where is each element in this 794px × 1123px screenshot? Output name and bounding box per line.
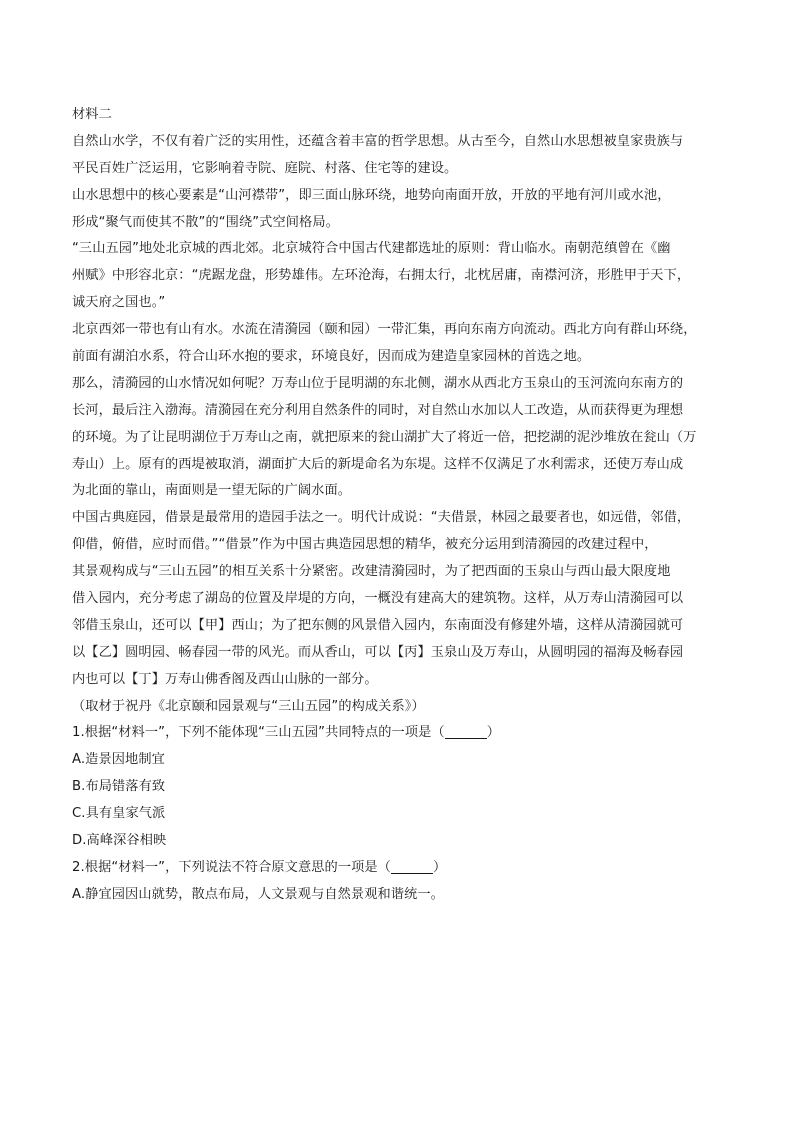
passage-line: 平民百姓广泛运用，它影响着寺院、庭院、村落、住宅等的建设。: [72, 160, 458, 176]
question-1-close: ）: [486, 725, 500, 741]
passage-line: 为北面的靠山，南面则是一望无际的广阔水面。: [72, 483, 352, 499]
question-1: [72, 720, 732, 747]
passage-line: 借入园内，充分考虑了湖岛的位置及岸堤的方向，一概没有建高大的建筑物。这样，从万寿山清漪园可以: [72, 591, 684, 607]
passage-line: 其景观构成与“三山五园”的相互关系十分紧密。改建清漪园时，为了把西面的玉泉山与西山最大限度地: [72, 564, 671, 580]
passage-line: 仰借，俯借，应时而借。”“借景”作为中国古典造园思想的精华，被充分运用到清漪园的改建过程中，: [72, 537, 658, 553]
question-1-option-d: D.高峰深谷相映: [72, 833, 167, 849]
passage-line: 前面有湖泊水系，符合山环水抱的要求，环境良好，因而成为建造皇家园林的首选之地。: [72, 349, 591, 365]
answer-blank: [391, 859, 433, 874]
answer-blank: [445, 724, 487, 739]
passage-line: 邻借玉泉山，还可以【甲】西山；为了把东侧的风景借入园内，东南面没有修建外墙，这样从清漪园就可: [72, 617, 684, 633]
passage-line: 州赋》中形容北京：“虎踞龙盘，形势雄伟。左环沧海，右拥太行，北枕居庸，南襟河济，形胜甲于天下，: [72, 268, 691, 284]
passage-line: 形成“聚气而使其不散”的“围绕”式空间格局。: [72, 214, 339, 230]
passage-line: 长河，最后注入渤海。清漪园在充分利用自然条件的同时，对自然山水加以人工改造，从而获得更为理想: [72, 402, 684, 418]
question-2-option-a: A.静宜园因山就势，散点布局，人文景观与自然景观和谐统一。: [72, 886, 444, 902]
question-2-stem: 2.根据“材料一”，下列说法不符合原文意思的一项是（: [72, 859, 391, 875]
passage-line: 北京西郊一带也有山有水。水流在清漪园（颐和园）一带汇集，再向东南方向流动。西北方向有群山环绕，: [72, 322, 697, 338]
question-1-option-a: A.造景因地制宜: [72, 752, 165, 768]
question-2-close: ）: [432, 859, 447, 875]
material-heading: 材料二: [72, 107, 112, 122]
passage-line: 寿山）上。原有的西堤被取消，湖面扩大后的新堤命名为东堤。这样不仅满足了水利需求，还使万寿山成: [72, 456, 684, 472]
passage-line: 那么，清漪园的山水情况如何呢？万寿山位于昆明湖的东北侧，湖水从西北方玉泉山的玉河流向东南方的: [72, 375, 684, 391]
source-citation: （取材于祝丹《北京颐和园景观与“三山五园”的构成关系》）: [72, 698, 425, 714]
passage-line: 的环境。为了让昆明湖位于万寿山之南，就把原来的瓮山湖扩大了将近一倍，把挖湖的泥沙堆放在瓮山（万: [72, 429, 697, 445]
passage-line: 以【乙】圆明园、畅春园一带的风光。而从香山，可以【丙】玉泉山及万寿山，从圆明园的福海及畅春园: [72, 644, 684, 660]
passage-line: 中国古典庭园，借景是最常用的造园手法之一。明代计成说：“夫借景，林园之最要者也，如远借，邻借，: [72, 510, 691, 526]
passage-line: 诚天府之国也。”: [72, 295, 166, 311]
passage-line: 山水思想中的核心要素是“山河襟带”，即三面山脉环绕，地势向南面开放，开放的平地有河川或水池，: [72, 187, 671, 203]
question-2: [72, 855, 732, 882]
document-body: [72, 102, 732, 909]
passage-line: 内也可以【丁】万寿山佛香阁及西山山脉的一部分。: [72, 671, 378, 687]
passage-line: 自然山水学，不仅有着广泛的实用性，还蕴含着丰富的哲学思想。从古至今，自然山水思想被皇家贵族与: [72, 133, 684, 149]
passage-line: “三山五园”地处北京城的西北郊。北京城符合中国古代建都选址的原则：背山临水。南朝范缜曾在《幽: [72, 241, 671, 257]
question-1-option-c: C.具有皇家气派: [72, 806, 166, 822]
question-1-stem: 1.根据“材料一”，下列不能体现“三山五园”共同特点的一项是（: [72, 725, 445, 741]
question-1-option-b: B.布局错落有致: [72, 779, 166, 795]
